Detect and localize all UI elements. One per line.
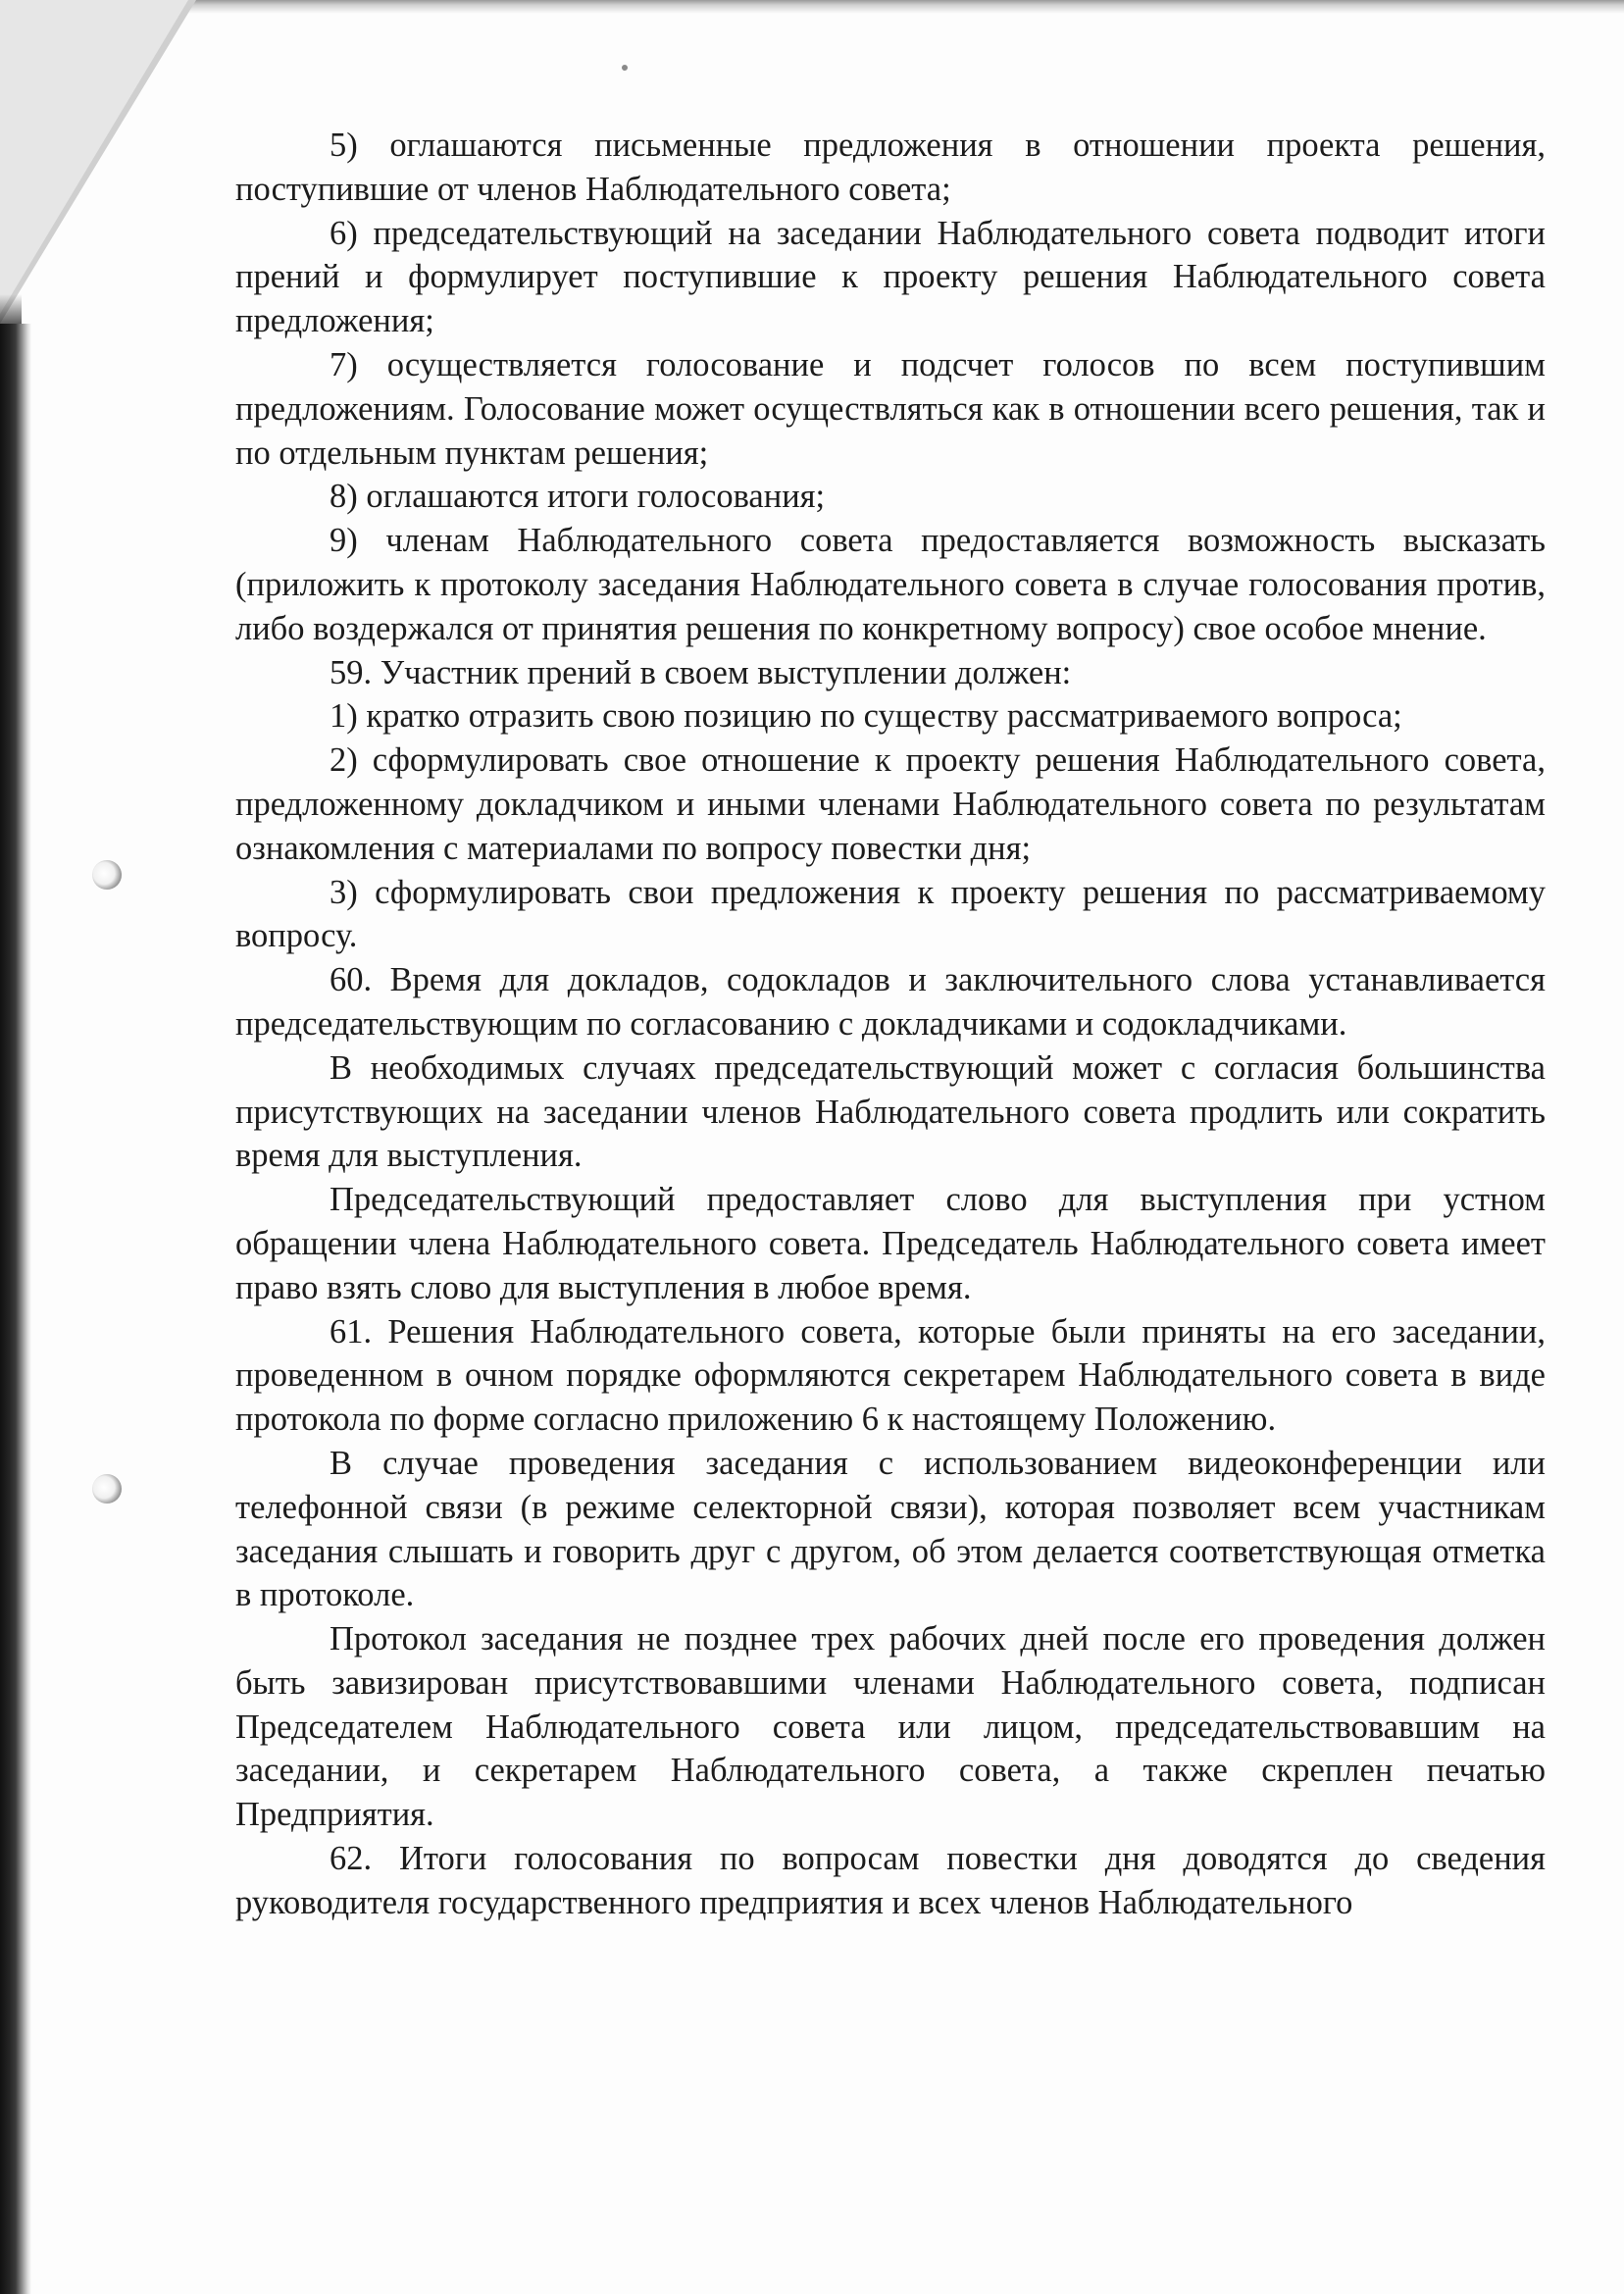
punch-hole-bottom [92,1474,122,1504]
paragraph-60-extension: В необходимых случаях председательствующий может с согласия большинства присутствующих на заседании членов Наблюдательного совета продлить или сократить время для выступления. [235,1048,1546,1175]
paragraph-61-protocol: Протокол заседания не позднее трех рабочих дней после его проведения должен быть завизирован присутствовавшими членами Наблюдательного совета, подписан Председателем Наблюдательного совета или лицом, председательствовавшим на заседании, и секретарем Наблюдательного совета, а также скреплен печатью Предприятия. [235,1620,1546,1834]
scan-speck [622,65,628,71]
paragraph-item-7: 7) осуществляется голосование и подсчет голосов по всем поступившим предложениям. Голосование может осуществляться как в отношении всего решения, так и по отдельным пунктам решения; [235,345,1546,472]
folded-corner-inner [0,0,188,314]
punch-hole-top [92,860,122,890]
paragraph-59: 59. Участник прений в своем выступлении должен: [330,653,1072,691]
paragraph-61-video: В случае проведения заседания с использованием видеоконференции или телефонной связи (в режиме селекторной связи), которая позволяет всем участникам заседания слышать и говорить друг с другом, об этом делается соответствующая отметка в протоколе. [235,1444,1546,1614]
paragraph-62: 62. Итоги голосования по вопросам повестки дня доводятся до сведения руководителя государственного предприятия и всех членов Наблюдательного [235,1840,1546,1921]
paragraph-59-item-3: 3) сформулировать свои предложения к проекту решения по рассматриваемому вопросу. [235,873,1546,955]
paragraph-item-6: 6) председательствующий на заседании Наблюдательного совета подводит итоги прений и формулирует поступившие к проекту решения Наблюдательного совета предложения; [235,214,1546,340]
paragraph-60-speaker: Председательствующий предоставляет слово для выступления при устном обращении члена Наблюдательного совета. Председатель Наблюдательного совета имеет право взять слово для выступления в любое время. [235,1181,1546,1306]
paragraph-item-9: 9) членам Наблюдательного совета предоставляется возможность высказать (приложить к протоколу заседания Наблюдательного совета в случае голосования против, либо воздержался от принятия решения по конкретному вопросу) свое особое мнение. [235,522,1546,647]
paragraph-item-8: 8) оглашаются итоги голосования; [330,478,826,516]
paragraph-59-item-1: 1) кратко отразить свою позицию по существу рассматриваемого вопроса; [330,697,1402,736]
paragraph-60: 60. Время для докладов, содокладов и заключительного слова устанавливается председательствующим по согласованию с докладчиками и содокладчиками. [235,961,1546,1043]
document-body [235,124,1546,1925]
paragraph-59-item-2: 2) сформулировать свое отношение к проекту решения Наблюдательного совета, предложенному докладчиком и иными членами Наблюдательного совета по результатам ознакомления с материалами по вопросу повестки дня; [235,741,1546,867]
paragraph-61: 61. Решения Наблюдательного совета, которые были приняты на его заседании, проведенном в очном порядке оформляются секретарем Наблюдательного совета в виде протокола по форме согласно приложению 6 к настоящему Положению. [235,1312,1546,1439]
binding-edge [0,324,31,2294]
scan-top-shadow [0,0,1624,14]
paragraph-item-5: 5) оглашаются письменные предложения в отношении проекта решения, поступившие от членов Наблюдательного совета; [235,127,1546,208]
